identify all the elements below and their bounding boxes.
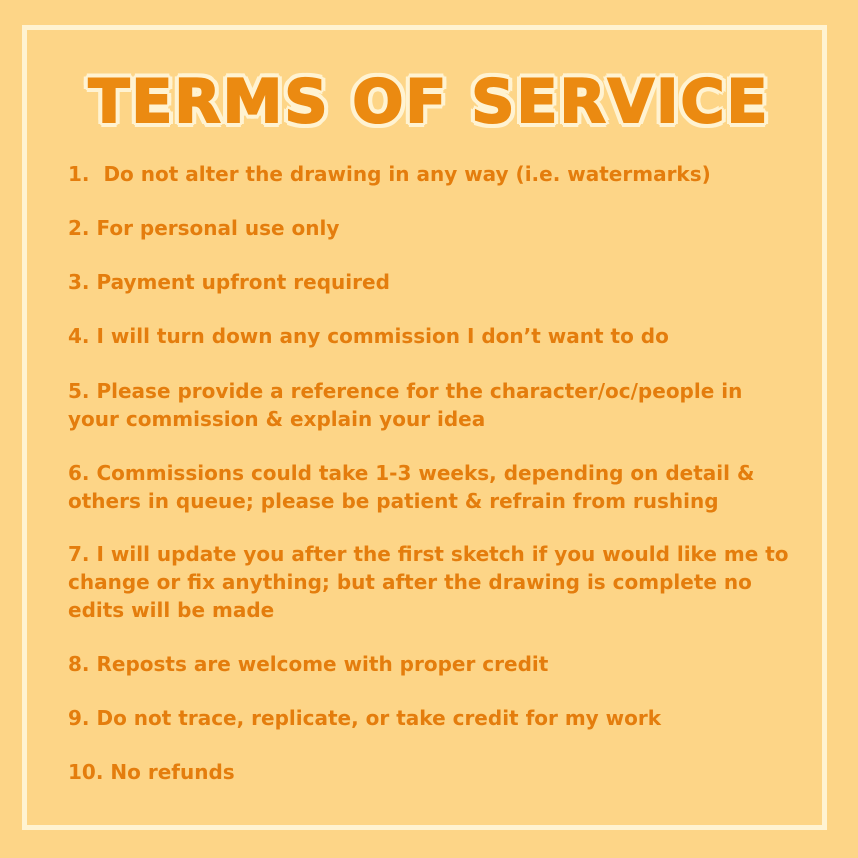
rule-item: 5. Please provide a reference for the character/oc/people in your commission & explain your idea <box>68 379 750 431</box>
rule-item: 4. I will turn down any commission I don’t want to do <box>68 324 669 348</box>
rule-item: 2. For personal use only <box>68 216 340 240</box>
rule-item: 8. Reposts are welcome with proper credit <box>68 652 549 676</box>
rule-item: 3. Payment upfront required <box>68 270 390 294</box>
rule-item: 6. Commissions could take 1-3 weeks, depending on detail & others in queue; please be patient & refrain from rushing <box>68 461 762 513</box>
rule-item: 9. Do not trace, replicate, or take credit for my work <box>68 706 662 730</box>
rule-item: 10. No refunds <box>68 760 235 784</box>
rule-item: 7. I will update you after the first sketch if you would like me to change or fix anything; but after the drawing is complete no edits will be made <box>68 542 796 622</box>
page-title: TERMS OF SERVICE <box>88 67 770 137</box>
rule-item: 1. Do not alter the drawing in any way (i.e. watermarks) <box>68 162 711 186</box>
